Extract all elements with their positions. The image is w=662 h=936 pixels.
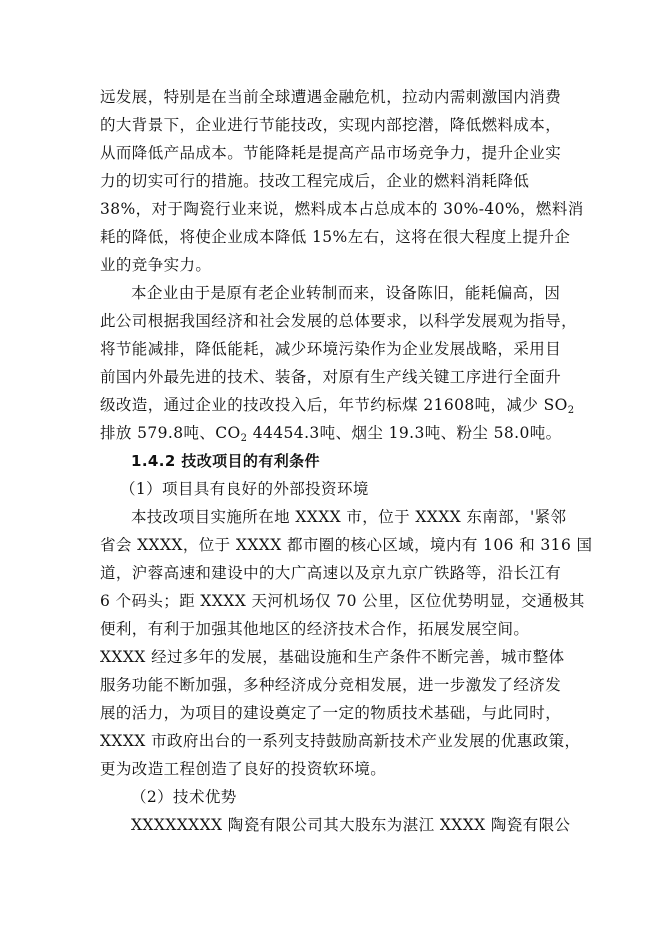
paragraph-line: 此公司根据我国经济和社会发展的总体要求，以科学发展观为指导， xyxy=(100,312,578,330)
paragraph-line: 服务功能不断加强，多种经济成分竞相发展，进一步激发了经济发 xyxy=(100,676,562,694)
paragraph-line: 业的竞争实力。 xyxy=(100,256,212,274)
subscript: 2 xyxy=(240,433,248,444)
paragraph-line: XXXXXXXX 陶瓷有限公司其大股东为湛江 XXXX 陶瓷有限公 xyxy=(131,816,571,834)
paragraph-line: 省会 XXXX，位于 XXXX 都市圈的核心区域，境内有 106 和 316 国 xyxy=(100,536,593,554)
paragraph-line: 更为改造工程创造了良好的投资软环境。 xyxy=(100,760,387,778)
paragraph-line: 力的切实可行的措施。技改工程完成后，企业的燃料消耗降低 xyxy=(100,172,530,190)
subsection-heading: （1）项目具有良好的外部投资环境 xyxy=(120,480,369,498)
paragraph-line: 的大背景下，企业进行节能技改，实现内部挖潜，降低燃料成本， xyxy=(100,116,562,134)
paragraph-line: XXXX 市政府出台的一系列支持鼓励高新技术产业发展的优惠政策， xyxy=(100,732,581,750)
subsection-heading: （2）技术优势 xyxy=(131,788,237,806)
paragraph-line: 将节能减排，降低能耗，减少环境污染作为企业发展战略，采用目 xyxy=(100,340,562,358)
paragraph-line: 从而降低产品成本。节能降耗是提高产品市场竞争力，提升企业实 xyxy=(100,144,562,162)
line-text: 排放 579.8吨、CO xyxy=(100,424,241,442)
paragraph-line xyxy=(100,394,574,416)
paragraph-line: 耗的降低，将使企业成本降低 15%左右，这将在很大程度上提升企 xyxy=(100,228,571,246)
paragraph-line: 远发展，特别是在当前全球遭遇金融危机，拉动内需刺激国内消费 xyxy=(100,88,562,106)
section-heading: 1.4.2 技改项目的有利条件 xyxy=(131,452,320,470)
paragraph-line: XXXX 经过多年的发展，基础设施和生产条件不断完善，城市整体 xyxy=(100,648,565,666)
line-text: 级改造，通过企业的技改投入后，年节约标煤 21608吨，减少 SO xyxy=(100,396,568,414)
paragraph-line xyxy=(100,422,562,444)
paragraph-line: 便利，有利于加强其他地区的经济技术合作，拓展发展空间。 xyxy=(100,620,530,638)
paragraph-line: 前国内外最先进的技术、装备，对原有生产线关键工序进行全面升 xyxy=(100,368,562,386)
paragraph-line: 38%，对于陶瓷行业来说，燃料成本占总成本的 30%-40%，燃料消 xyxy=(100,200,584,218)
paragraph-line: 本技改项目实施所在地 XXXX 市，位于 XXXX 东南部，'紧邻 xyxy=(131,508,567,526)
paragraph-line: 道，沪蓉高速和建设中的大广高速以及京九京广铁路等，沿长江有 xyxy=(100,564,562,582)
paragraph-line: 本企业由于是原有老企业转制而来，设备陈旧，能耗偏高，因 xyxy=(131,284,561,302)
paragraph-line: 6 个码头；距 XXXX 天河机场仅 70 公里，区位优势明显，交通极其 xyxy=(100,592,585,610)
line-text: 44454.3吨、烟尘 19.3吨、粉尘 58.0吨。 xyxy=(252,424,562,442)
subscript: 2 xyxy=(567,405,575,416)
paragraph-line: 展的活力，为项目的建设奠定了一定的物质技术基础，与此同时， xyxy=(100,704,562,722)
